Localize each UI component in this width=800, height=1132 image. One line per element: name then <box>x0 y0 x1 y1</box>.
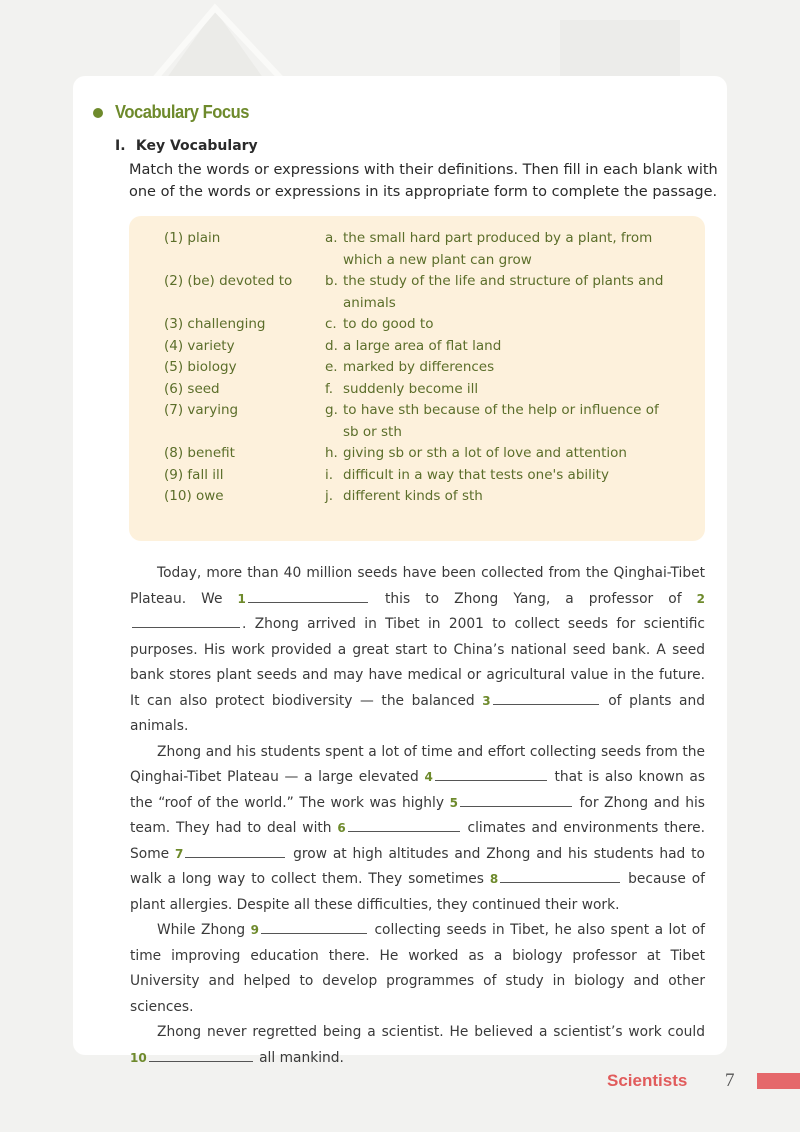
page-accent-bar <box>757 1073 800 1089</box>
match-word: (4) variety <box>164 337 235 354</box>
bullet-icon <box>93 108 103 118</box>
section-title: Vocabulary Focus <box>115 102 250 122</box>
match-letter: j. <box>325 488 334 504</box>
match-definition: different kinds of sth <box>343 488 483 504</box>
blank-number: 6 <box>337 821 346 835</box>
match-definition: suddenly become ill <box>343 380 479 397</box>
blank-4-input[interactable] <box>435 766 547 781</box>
blank-number: 4 <box>424 770 433 784</box>
blank-number: 7 <box>174 846 184 861</box>
match-word: (2) (be) devoted to <box>164 273 293 289</box>
blank-number: 2 <box>696 591 705 606</box>
passage-text: this to Zhong Yang, a professor of <box>369 590 697 607</box>
section-header <box>93 102 261 123</box>
instructions: Match the words or expressions with their definitions. Then fill in each blank with one of the words or expressions in its appropriate form to complete the passage. <box>129 162 718 200</box>
passage-text: of plants and animals. <box>130 692 705 734</box>
match-word: (8) benefit <box>164 445 235 461</box>
blank-10-input[interactable] <box>149 1047 253 1062</box>
paragraph <box>130 1020 705 1071</box>
passage-text: While Zhong <box>157 922 251 938</box>
blank-number: 3 <box>482 693 491 708</box>
blank-6-input[interactable] <box>348 817 460 832</box>
content-card <box>73 76 727 1066</box>
passage <box>130 561 705 1071</box>
match-definition: to do good to <box>343 316 434 332</box>
matching-box <box>129 216 705 541</box>
match-letter: b. <box>325 273 338 289</box>
blank-number: 9 <box>250 923 259 937</box>
match-definition: marked by differences <box>343 359 495 375</box>
passage-text: that is also known as the “roof of the world.” The work was highly <box>130 769 706 811</box>
match-word: (7) varying <box>164 402 239 418</box>
blank-number: 10 <box>130 1050 147 1065</box>
match-definition: difficult in a way that tests one's ability <box>343 466 609 483</box>
paragraph <box>130 918 705 1020</box>
match-word: (6) seed <box>164 380 220 397</box>
passage-text: Zhong and his students spent a lot of time and effort collecting seeds from the Qinghai-Tibet Plateau — a large elevated <box>130 743 705 785</box>
page-number: 7 <box>725 1070 735 1091</box>
blank-3-input[interactable] <box>493 690 599 705</box>
passage-text: all mankind. <box>254 1049 344 1066</box>
match-letter: a. <box>325 230 338 246</box>
match-definition: a large area of flat land <box>343 337 502 354</box>
paragraph <box>130 740 705 919</box>
blank-5-input[interactable] <box>460 792 572 807</box>
match-word: (5) biology <box>164 359 237 375</box>
paragraph <box>130 561 705 740</box>
match-definition: to have sth because of the help or influence of sb or sth <box>343 402 659 440</box>
match-letter: h. <box>325 445 338 461</box>
match-letter: c. <box>325 316 337 332</box>
match-letter: f. <box>325 380 334 397</box>
passage-text: because of plant allergies. Despite all these difficulties, they continued their work. <box>130 871 706 913</box>
blank-8-input[interactable] <box>500 868 620 883</box>
match-letter: i. <box>325 466 334 483</box>
blank-1-input[interactable] <box>248 588 368 603</box>
passage-text: collecting seeds in Tibet, he also spent a lot of time improving education there. He worked as a biology professor at Tibet University and helped to develop programmes of study in biology and other sciences. <box>130 922 706 1015</box>
match-word: (9) fall ill <box>164 466 224 483</box>
passage-text: climates and environments there. Some <box>130 820 705 862</box>
heading-text: Key Vocabulary <box>135 138 258 154</box>
blank-number: 5 <box>449 795 458 810</box>
passage-text: grow at high altitudes and Zhong and his students had to walk a long way to collect them. They sometimes <box>130 845 705 887</box>
blank-number: 8 <box>489 872 499 886</box>
passage-text: . Zhong arrived in Tibet in 2001 to collect seeds for scientific purposes. His work provided a great start to China’s national seed bank. A seed bank stores plant seeds and may have medical or agricultural value in the future. It can also protect biodiversity — the balanced <box>130 616 705 709</box>
passage-text: for Zhong and his team. They had to deal with <box>130 794 705 836</box>
match-letter: d. <box>325 337 338 354</box>
match-word: (1) plain <box>164 230 221 246</box>
match-definition: the small hard part produced by a plant, from which a new plant can grow <box>343 230 653 268</box>
key-vocabulary-heading <box>115 138 258 154</box>
blank-7-input[interactable] <box>185 843 285 858</box>
blank-2-input[interactable] <box>132 613 240 628</box>
match-letter: e. <box>325 359 338 375</box>
match-definition: the study of the life and structure of plants and animals <box>343 273 664 311</box>
blank-number: 1 <box>237 591 246 606</box>
heading-number: I. <box>115 138 126 154</box>
match-word: (3) challenging <box>164 316 266 332</box>
match-word: (10) owe <box>164 488 224 504</box>
passage-text: Today, more than 40 million seeds have been collected from the Qinghai-Tibet Plateau. We <box>130 565 705 607</box>
blank-9-input[interactable] <box>261 919 367 934</box>
match-definition: giving sb or sth a lot of love and attention <box>343 445 627 461</box>
passage-text: Zhong never regretted being a scientist. He believed a scientist’s work could <box>157 1024 705 1040</box>
match-letter: g. <box>325 402 338 418</box>
footer-title: Scientists <box>607 1071 688 1090</box>
